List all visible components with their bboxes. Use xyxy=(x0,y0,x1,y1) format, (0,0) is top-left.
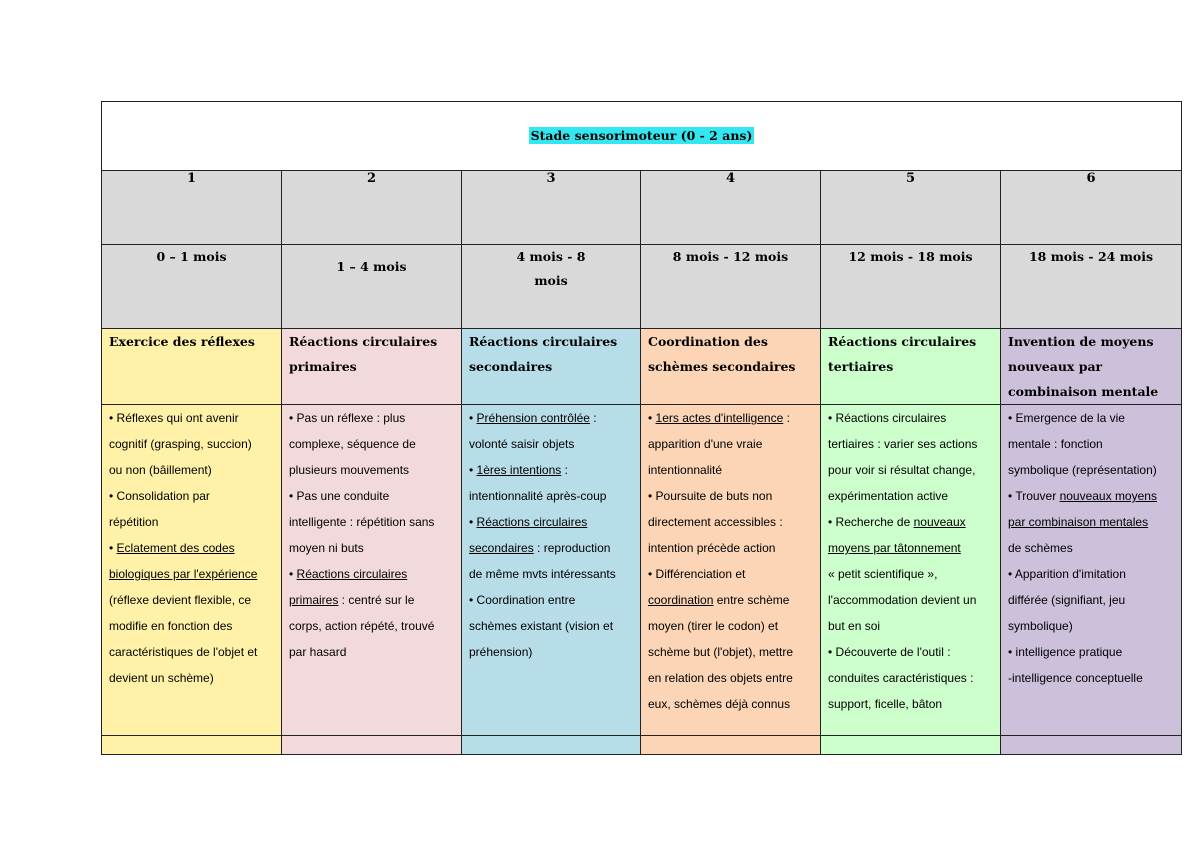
description-line xyxy=(109,613,274,639)
underlined-text: primaires xyxy=(289,593,339,607)
line-text: caractéristiques de l'objet et xyxy=(109,645,258,659)
description-line xyxy=(828,431,993,457)
underlined-text: Réactions circulaires xyxy=(476,515,588,529)
line-text: • intelligence pratique xyxy=(1008,645,1123,659)
stage-heading: Exercice des réflexes xyxy=(102,329,282,405)
underlined-text: 1ers actes d'intelligence xyxy=(655,411,784,425)
table-title-cell xyxy=(102,102,1182,171)
description-line xyxy=(289,561,454,587)
description-line xyxy=(648,691,813,717)
line-text: : reproduction xyxy=(533,541,611,555)
stage-number-row xyxy=(102,171,1182,245)
footer-cell xyxy=(821,736,1001,755)
line-text: complexe, séquence de xyxy=(289,437,416,451)
stage-number: 3 xyxy=(462,171,641,245)
stage-heading: Réactions circulaires secondaires xyxy=(462,329,641,405)
underlined-text: Préhension contrôlée xyxy=(476,411,590,425)
description-line xyxy=(648,483,813,509)
line-text: symbolique) xyxy=(1008,619,1073,633)
description-line xyxy=(109,457,274,483)
stage-description xyxy=(641,405,821,736)
sensorimotor-stage-table xyxy=(101,101,1182,755)
description-line xyxy=(469,483,633,509)
line-text: • Recherche de xyxy=(828,515,914,529)
line-text: « petit scientifique », xyxy=(828,567,938,581)
description-line xyxy=(289,587,454,613)
description-line xyxy=(289,483,454,509)
line-text: mentale : fonction xyxy=(1008,437,1103,451)
stage-age xyxy=(462,245,641,329)
description-line xyxy=(828,483,993,509)
description-line xyxy=(469,561,633,587)
description-line xyxy=(289,509,454,535)
line-text: • xyxy=(648,411,656,425)
stage-description xyxy=(462,405,641,736)
description-line xyxy=(828,613,993,639)
line-text: de même mvts intéressants xyxy=(469,567,616,581)
description-line xyxy=(828,561,993,587)
description-line xyxy=(1008,405,1174,431)
stage-heading-row xyxy=(102,329,1182,405)
description-line xyxy=(648,613,813,639)
description-line xyxy=(469,639,633,665)
line-text: • Consolidation par xyxy=(109,489,210,503)
line-text: intentionnalité xyxy=(648,463,723,477)
line-text: directement accessibles : xyxy=(648,515,783,529)
description-line xyxy=(289,535,454,561)
line-text: (réflexe devient flexible, ce xyxy=(109,593,252,607)
line-text: • xyxy=(109,541,117,555)
description-line xyxy=(289,431,454,457)
description-line xyxy=(648,509,813,535)
line-text: : centré sur le xyxy=(338,593,415,607)
line-text: préhension) xyxy=(469,645,533,659)
line-text: • Trouver xyxy=(1008,489,1060,503)
stage-age: 1 – 4 mois xyxy=(282,245,462,329)
stage-footer-row xyxy=(102,736,1182,755)
line-text: ou non (bâillement) xyxy=(109,463,212,477)
description-line xyxy=(289,613,454,639)
description-line xyxy=(469,431,633,457)
description-line xyxy=(648,639,813,665)
stage-description-row xyxy=(102,405,1182,736)
stage-number: 1 xyxy=(102,171,282,245)
line-text: • xyxy=(469,411,477,425)
underlined-text: coordination xyxy=(648,593,714,607)
line-text: : xyxy=(589,411,597,425)
underlined-text: nouveaux xyxy=(913,515,966,529)
line-text: • xyxy=(289,567,297,581)
stage-number: 6 xyxy=(1001,171,1182,245)
description-line xyxy=(1008,587,1174,613)
stage-age: 18 mois - 24 mois xyxy=(1001,245,1182,329)
line-text: moyen ni buts xyxy=(289,541,364,555)
description-line xyxy=(1008,535,1174,561)
description-line xyxy=(109,561,274,587)
stage-heading: Réactions circulaires primaires xyxy=(282,329,462,405)
line-text: par hasard xyxy=(289,645,347,659)
description-line xyxy=(469,587,633,613)
description-line xyxy=(1008,613,1174,639)
underlined-text: 1ères intentions xyxy=(476,463,562,477)
line-text: entre schème xyxy=(713,593,790,607)
description-line xyxy=(828,587,993,613)
underlined-text: Eclatement des codes xyxy=(116,541,235,555)
description-line xyxy=(648,431,813,457)
line-text: corps, action répété, trouvé xyxy=(289,619,435,633)
stage-age-row xyxy=(102,245,1182,329)
line-text: : xyxy=(783,411,790,425)
underlined-text: moyens par tâtonnement xyxy=(828,541,961,555)
description-line xyxy=(828,535,993,561)
stage-number: 4 xyxy=(641,171,821,245)
description-line xyxy=(1008,665,1174,691)
description-line xyxy=(1008,457,1174,483)
line-text: : xyxy=(561,463,568,477)
line-text: moyen (tirer le codon) et xyxy=(648,619,779,633)
line-text: support, ficelle, bâton xyxy=(828,697,943,711)
line-text: • Différenciation et xyxy=(648,567,746,581)
line-text: intention précède action xyxy=(648,541,776,555)
underlined-text: nouveaux moyens xyxy=(1059,489,1157,503)
stage-description xyxy=(282,405,462,736)
stage-description xyxy=(1001,405,1182,736)
description-line xyxy=(648,587,813,613)
stage-age: 12 mois - 18 mois xyxy=(821,245,1001,329)
line-text: en relation des objets entre xyxy=(648,671,793,685)
stage-number: 5 xyxy=(821,171,1001,245)
description-line xyxy=(648,535,813,561)
stage-description xyxy=(102,405,282,736)
description-line xyxy=(469,535,633,561)
description-line xyxy=(109,587,274,613)
line-text: volonté saisir objets xyxy=(469,437,575,451)
description-line xyxy=(648,665,813,691)
line-text: schème but (l'objet), mettre xyxy=(648,645,794,659)
line-text: • Réactions circulaires xyxy=(828,411,947,425)
description-line xyxy=(289,405,454,431)
line-text: • xyxy=(469,463,477,477)
description-line xyxy=(109,665,274,691)
description-line xyxy=(109,431,274,457)
line-text: conduites caractéristiques : xyxy=(828,671,974,685)
description-line xyxy=(828,457,993,483)
line-text: • Coordination entre xyxy=(469,593,576,607)
underlined-text: par combinaison mentales xyxy=(1008,515,1149,529)
line-text: l'accommodation devient un xyxy=(828,593,977,607)
description-line xyxy=(109,509,274,535)
line-text: différée (signifiant, jeu xyxy=(1008,593,1126,607)
line-text: symbolique (représentation) xyxy=(1008,463,1157,477)
underlined-text: secondaires xyxy=(469,541,534,555)
description-line xyxy=(648,405,813,431)
line-text: • Poursuite de buts non xyxy=(648,489,773,503)
line-text: cognitif (grasping, succion) xyxy=(109,437,252,451)
line-text: • Réflexes qui ont avenir xyxy=(109,411,239,425)
line-text: de schèmes xyxy=(1008,541,1073,555)
line-text: eux, schèmes déjà connus xyxy=(648,697,791,711)
description-line xyxy=(648,561,813,587)
description-line xyxy=(1008,483,1174,509)
stage-heading: Coordination des schèmes secondaires xyxy=(641,329,821,405)
line-text: • xyxy=(469,515,477,529)
stage-heading: Invention de moyens nouveaux par combinaison mentale xyxy=(1001,329,1182,405)
description-line xyxy=(1008,639,1174,665)
stage-number: 2 xyxy=(282,171,462,245)
description-line xyxy=(289,639,454,665)
stage-description xyxy=(821,405,1001,736)
description-line xyxy=(109,639,274,665)
line-text: modifie en fonction des xyxy=(109,619,233,633)
line-text: plusieurs mouvements xyxy=(289,463,410,477)
table-title: Stade sensorimoteur (0 - 2 ans) xyxy=(530,128,753,143)
description-line xyxy=(469,405,633,431)
description-line xyxy=(828,639,993,665)
footer-cell xyxy=(641,736,821,755)
line-text: répétition xyxy=(109,515,159,529)
line-text: apparition d'une vraie xyxy=(648,437,763,451)
line-text: • Pas une conduite xyxy=(289,489,390,503)
stage-age: 0 – 1 mois xyxy=(102,245,282,329)
description-line xyxy=(469,509,633,535)
line-text: intentionnalité après-coup xyxy=(469,489,607,503)
description-line xyxy=(828,509,993,535)
description-line xyxy=(469,457,633,483)
line-text: • Apparition d'imitation xyxy=(1008,567,1126,581)
line-text: devient un schème) xyxy=(109,671,214,685)
description-line xyxy=(1008,431,1174,457)
description-line xyxy=(648,457,813,483)
underlined-text: Réactions circulaires xyxy=(296,567,408,581)
footer-cell xyxy=(102,736,282,755)
description-line xyxy=(109,483,274,509)
line-text: but en soi xyxy=(828,619,881,633)
description-line xyxy=(109,535,274,561)
line-text: schèmes existant (vision et xyxy=(469,619,614,633)
line-text: expérimentation active xyxy=(828,489,949,503)
line-text: tertiaires : varier ses actions xyxy=(828,437,978,451)
footer-cell xyxy=(282,736,462,755)
footer-cell xyxy=(1001,736,1182,755)
underlined-text: biologiques par l'expérience xyxy=(109,567,258,581)
stage-age-text: 4 mois - 8 mois xyxy=(516,249,586,288)
description-line xyxy=(109,405,274,431)
footer-cell xyxy=(462,736,641,755)
line-text: • Pas un réflexe : plus xyxy=(289,411,406,425)
line-text: intelligente : répétition sans xyxy=(289,515,435,529)
line-text: pour voir si résultat change, xyxy=(828,463,976,477)
description-line xyxy=(828,405,993,431)
description-line xyxy=(1008,561,1174,587)
description-line xyxy=(828,665,993,691)
line-text: • Emergence de la vie xyxy=(1008,411,1125,425)
description-line xyxy=(469,613,633,639)
description-line xyxy=(1008,509,1174,535)
line-text: • Découverte de l'outil : xyxy=(828,645,951,659)
stage-heading: Réactions circulaires tertiaires xyxy=(821,329,1001,405)
description-line xyxy=(828,691,993,717)
line-text: -intelligence conceptuelle xyxy=(1008,671,1143,685)
stage-age: 8 mois - 12 mois xyxy=(641,245,821,329)
description-line xyxy=(289,457,454,483)
